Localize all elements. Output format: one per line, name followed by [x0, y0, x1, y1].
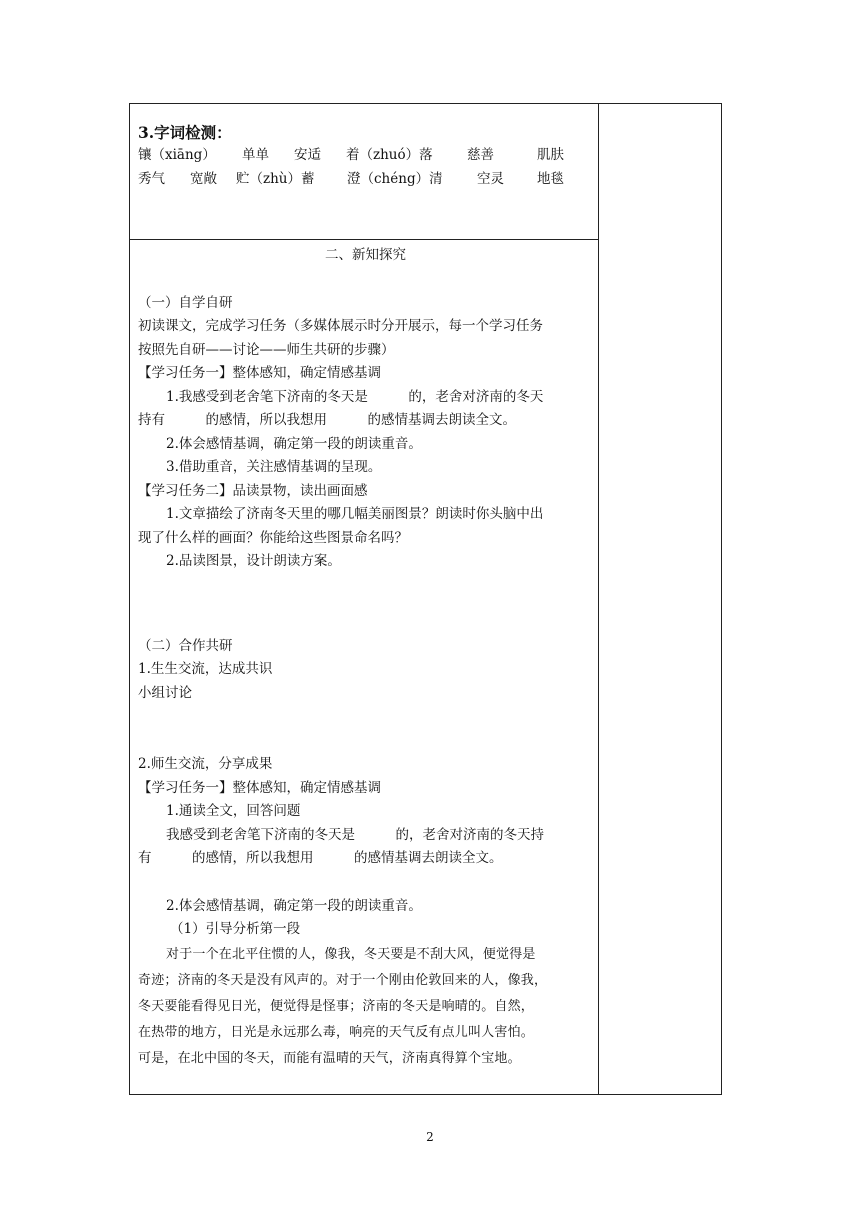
- vocab-row-2: [138, 168, 593, 192]
- quote-line: 奇迹；济南的冬天是没有风声的。对于一个刚由伦敦回来的人，像我，: [138, 972, 548, 988]
- task1-question: 持有 的感情，所以我想用 的感情基调去朗读全文。: [138, 412, 516, 428]
- task1-question: 3.借助重音，关注感情基调的呈现。: [166, 459, 382, 475]
- intro-line: 按照先自研——讨论——师生共研的步骤）: [138, 341, 395, 358]
- vocab-check-title: 3.字词检测：: [138, 123, 232, 142]
- vocab-word: 着（zhuó）落: [346, 147, 433, 163]
- vocab-word: 镶（xiāng）: [138, 147, 216, 163]
- vocab-word: 贮（zhù）蓄: [236, 170, 315, 187]
- quote-line: 可是，在北中国的冬天，而能有温晴的天气，济南真得算个宝地。: [138, 1050, 521, 1066]
- coop-task1-heading: 【学习任务一】整体感知，确定情感基调: [138, 779, 381, 796]
- quote-line: 在热带的地方，日光是永远那么毒，响亮的天气反有点儿叫人害怕。: [138, 1024, 535, 1040]
- vocab-word: 宽敞: [190, 170, 217, 187]
- vocab-row-1: [138, 144, 593, 168]
- task2-question: 2.品读图景，设计朗读方案。: [166, 553, 341, 569]
- coop-step: 1.生生交流，达成共识: [138, 661, 273, 677]
- coop-task1-answer: 我感受到老舍笔下济南的冬天是 的，老舍对济南的冬天持: [166, 826, 544, 843]
- row-divider: [130, 239, 598, 240]
- quote-line: 冬天要能看得见日光，便觉得是怪事；济南的冬天是响晴的。自然，: [138, 998, 535, 1014]
- vocab-word: 空灵: [477, 170, 504, 187]
- task1-question: 2.体会感情基调，确定第一段的朗读重音。: [166, 435, 422, 452]
- vocab-word: 地毯: [537, 170, 564, 187]
- new-knowledge-cell: [138, 244, 593, 1072]
- vocab-word: 安适: [294, 147, 321, 163]
- coop-substep: 小组讨论: [138, 684, 192, 701]
- page-number: 2: [426, 1130, 434, 1144]
- vocab-word: 肌肤: [537, 147, 564, 163]
- task1-heading: 【学习任务一】整体感知，确定情感基调: [138, 365, 381, 381]
- task1-question: 1.我感受到老舍笔下济南的冬天是 的，老舍对济南的冬天: [166, 388, 544, 405]
- vocab-word: 秀气: [138, 170, 165, 187]
- coop-step: 2.师生交流，分享成果: [138, 756, 273, 772]
- task2-question: 现了什么样的画面？你能给这些图景命名吗？: [138, 529, 408, 546]
- intro-line: 初读课文，完成学习任务（多媒体展示时分开展示，每一个学习任务: [138, 318, 543, 334]
- coop-task1-answer: 有 的感情，所以我想用 的感情基调去朗读全文。: [138, 850, 503, 866]
- guide-step: （1）引导分析第一段: [170, 921, 301, 937]
- coop-task1-question: 1.通读全文，回答问题: [166, 803, 301, 819]
- column-divider: [598, 104, 599, 1094]
- vocab-word: 澄（chéng）清: [347, 170, 443, 187]
- part2-title: （二）合作共研: [138, 637, 233, 654]
- task2-question: 1.文章描绘了济南冬天里的哪几幅美丽图景？朗读时你头脑中出: [166, 506, 544, 522]
- task2-heading: 【学习任务二】品读景物，读出画面感: [138, 482, 368, 499]
- section-title: 二、新知探究: [325, 247, 406, 263]
- vocab-check-cell: [138, 122, 593, 191]
- lesson-table: [129, 103, 722, 1095]
- coop-task1-question: 2.体会感情基调，确定第一段的朗读重音。: [166, 897, 422, 914]
- quote-line: 对于一个在北平住惯的人，像我，冬天要是不刮大风，便觉得是: [166, 946, 536, 962]
- vocab-word: 慈善: [467, 147, 494, 163]
- part1-title: （一）自学自研: [138, 294, 233, 311]
- vocab-word: 单单: [242, 147, 269, 163]
